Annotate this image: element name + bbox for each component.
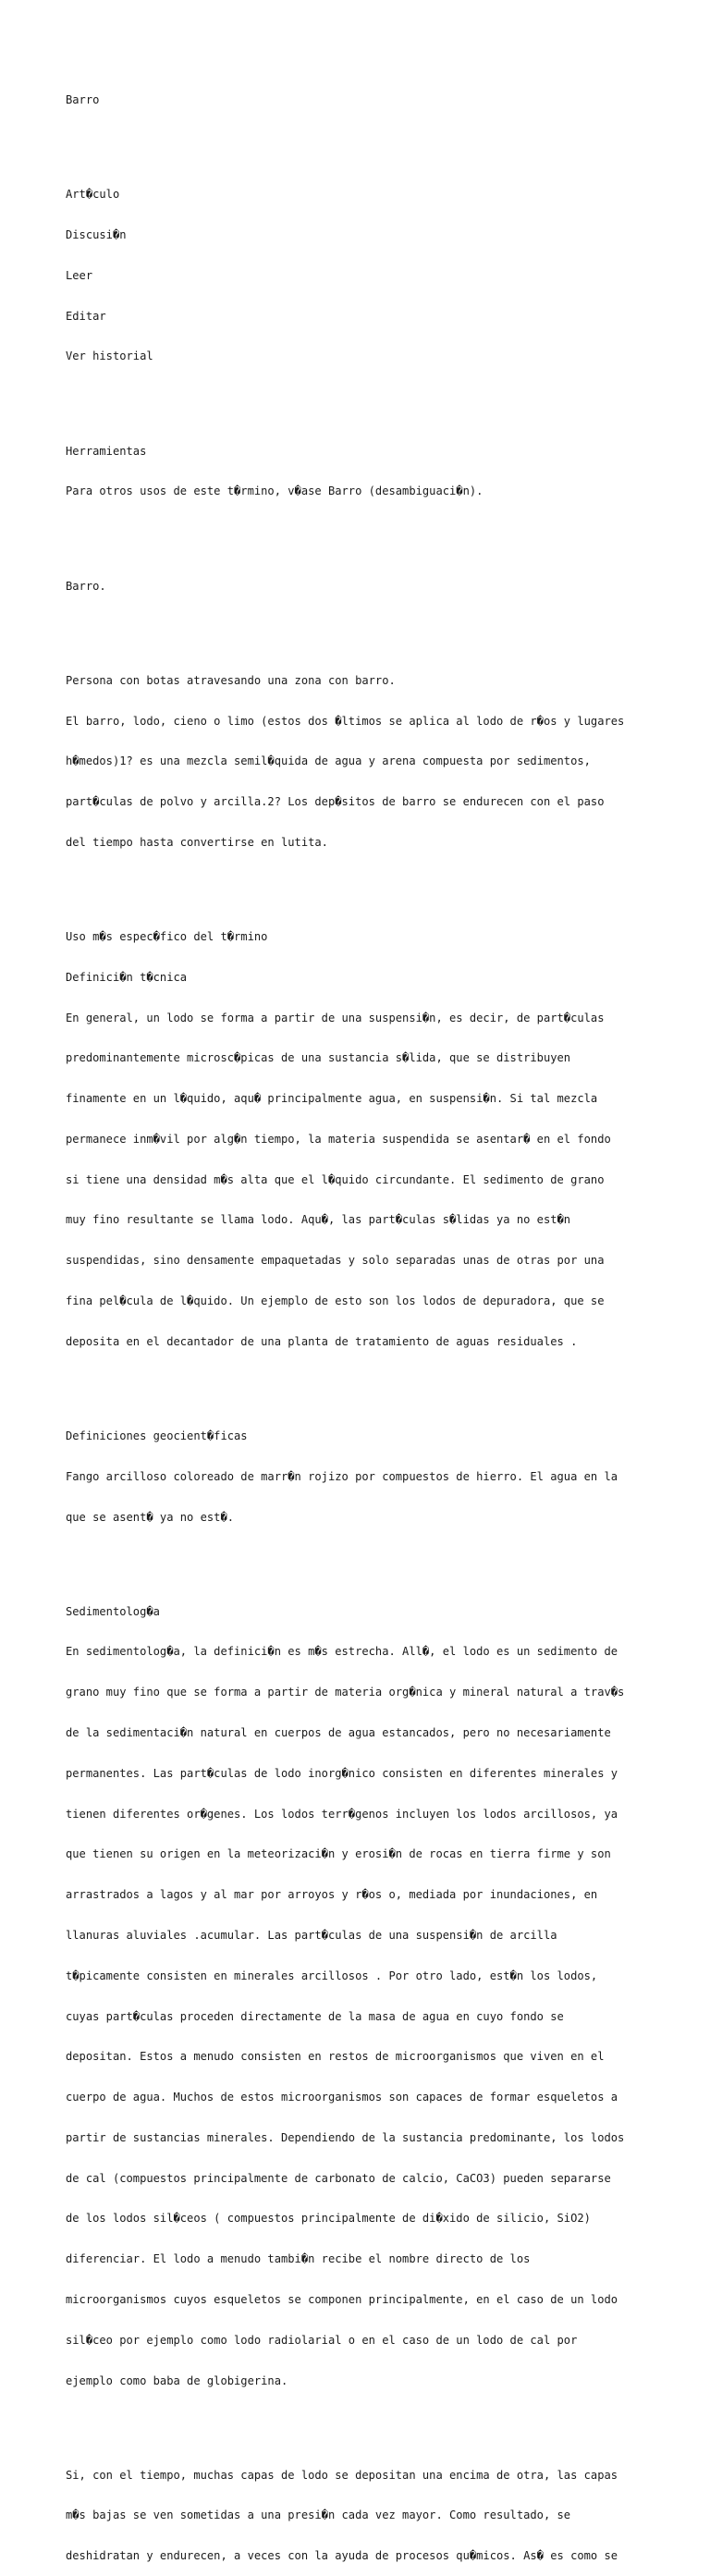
paragraph-line: si tiene una densidad m�s alta que el l�quido circundante. El sedimento de grano xyxy=(66,1172,605,1186)
paragraph-line: suspendidas, sino densamente empaquetadas y solo separadas unas de otras por una xyxy=(66,1254,605,1268)
paragraph-line: fina pel�cula de l�quido. Un ejemplo de esto son los lodos de depuradora, que se xyxy=(66,1294,605,1308)
tools-heading: Herramientas xyxy=(66,444,147,458)
paragraph-line: de cal (compuestos principalmente de carbonato de calcio, CaCO3) pueden separarse xyxy=(66,2171,611,2185)
intro-line: h�medos)1? es una mezcla semil�quida de agua y arena compuesta por sedimentos, xyxy=(66,754,591,768)
paragraph-line: Fango arcilloso coloreado de marr�n rojizo por compuestos de hierro. El agua en la xyxy=(66,1469,618,1483)
paragraph-line: m�s bajas se ven sometidas a una presi�n cada vez mayor. Como resultado, se xyxy=(66,2509,571,2522)
spacer xyxy=(66,2414,657,2428)
paragraph-line: cuerpo de agua. Muchos de estos microorganismos son capaces de formar esqueletos a xyxy=(66,2091,618,2104)
paragraph-line: grano muy fino que se forma a partir de materia org�nica y mineral natural a trav�s xyxy=(66,1686,625,1699)
spacer xyxy=(66,1376,657,1390)
paragraph-line: muy fino resultante se llama lodo. Aqu�, las part�culas s�lidas ya no est�n xyxy=(66,1213,571,1227)
spacer xyxy=(66,877,657,890)
section-heading-sedimentologia: Sedimentolog�a xyxy=(66,1604,160,1618)
paragraph-line: arrastrados a lagos y al mar por arroyos y r�os o, mediada por inundaciones, en xyxy=(66,1888,598,1902)
paragraph-line: deshidratan y endurecen, a veces con la ayuda de procesos qu�micos. As� es como se xyxy=(66,2549,618,2563)
intro-line: del tiempo hasta convertirse en lutita. xyxy=(66,835,328,849)
paragraph-line: tienen diferentes or�genes. Los lodos terr�genos incluyen los lodos arcillosos, ya xyxy=(66,1807,618,1821)
intro-line: Persona con botas atravesando una zona con barro. xyxy=(66,673,396,687)
document-page xyxy=(66,67,657,2576)
nav-link-historial[interactable]: Ver historial xyxy=(66,350,153,363)
paragraph-line: permanece inm�vil por alg�n tiempo, la materia suspendida se asentar� en el fondo xyxy=(66,1132,611,1146)
intro-line: El barro, lodo, cieno o limo (estos dos �ltimos se aplica al lodo de r�os y lugares xyxy=(66,714,625,728)
paragraph-line: depositan. Estos a menudo consisten en restos de microorganismos que viven en el xyxy=(66,2050,605,2064)
paragraph-line: permanentes. Las part�culas de lodo inorg�nico consisten en diferentes minerales y xyxy=(66,1766,618,1780)
paragraph-line: deposita en el decantador de una planta de tratamiento de aguas residuales . xyxy=(66,1334,578,1348)
nav-link-discusion[interactable]: Discusi�n xyxy=(66,228,127,242)
paragraph-line: finamente en un l�quido, aqu� principalmente agua, en suspensi�n. Si tal mezcla xyxy=(66,1092,598,1106)
paragraph-line: microorganismos cuyos esqueletos se componen principalmente, en el caso de un lodo xyxy=(66,2292,618,2306)
paragraph-line: Si, con el tiempo, muchas capas de lodo se depositan una encima de otra, las capas xyxy=(66,2468,618,2482)
section-heading-geocientificas: Definiciones geocient�ficas xyxy=(66,1429,248,1442)
paragraph-line: sil�ceo por ejemplo como lodo radiolarial o en el caso de un lodo de cal por xyxy=(66,2333,578,2347)
paragraph-line: predominantemente microsc�picas de una sustancia s�lida, que se distribuyen xyxy=(66,1051,571,1065)
hatnote: Para otros usos de este t�rmino, v�ase Barro (desambiguaci�n). xyxy=(66,485,484,498)
page-title: Barro xyxy=(66,93,100,107)
paragraph-line: cuyas part�culas proceden directamente de la masa de agua en cuyo fondo se xyxy=(66,2009,564,2023)
nav-link-editar[interactable]: Editar xyxy=(66,309,106,323)
paragraph-line: diferenciar. El lodo a menudo tambi�n recibe el nombre directo de los xyxy=(66,2252,531,2266)
intro-line: part�culas de polvo y arcilla.2? Los dep�sitos de barro se endurecen con el paso xyxy=(66,795,605,809)
paragraph-line: En general, un lodo se forma a partir de una suspensi�n, es decir, de part�culas xyxy=(66,1011,605,1024)
spacer xyxy=(66,525,657,539)
paragraph-line: En sedimentolog�a, la definici�n es m�s estrecha. All�, el lodo es un sedimento de xyxy=(66,1645,618,1659)
spacer xyxy=(66,1551,657,1564)
paragraph-line: de la sedimentaci�n natural en cuerpos de agua estancados, pero no necesariamente xyxy=(66,1726,611,1740)
nav-link-articulo[interactable]: Art�culo xyxy=(66,188,120,202)
paragraph-line: ejemplo como baba de globigerina. xyxy=(66,2374,288,2387)
spacer xyxy=(66,390,657,404)
spacer xyxy=(66,134,657,148)
paragraph-line: que tienen su origen en la meteorizaci�n y erosi�n de rocas en tierra firme y son xyxy=(66,1847,611,1861)
paragraph-line: que se asent� ya no est�. xyxy=(66,1510,235,1524)
nav-link-leer[interactable]: Leer xyxy=(66,268,93,282)
spacer xyxy=(66,619,657,633)
paragraph-line: llanuras aluviales .acumular. Las part�culas de una suspensi�n de arcilla xyxy=(66,1928,557,1942)
paragraph-line: de los lodos sil�ceos ( compuestos principalmente de di�xido de silicio, SiO2) xyxy=(66,2212,591,2226)
image-caption: Barro. xyxy=(66,579,106,593)
paragraph-line: partir de sustancias minerales. Dependiendo de la sustancia predominante, los lodos xyxy=(66,2130,625,2144)
paragraph-line: t�picamente consisten en minerales arcillosos . Por otro lado, est�n los lodos, xyxy=(66,1969,598,1982)
section-heading-definicion-tecnica: Definici�n t�cnica xyxy=(66,970,188,984)
section-heading-uso: Uso m�s espec�fico del t�rmino xyxy=(66,930,268,943)
